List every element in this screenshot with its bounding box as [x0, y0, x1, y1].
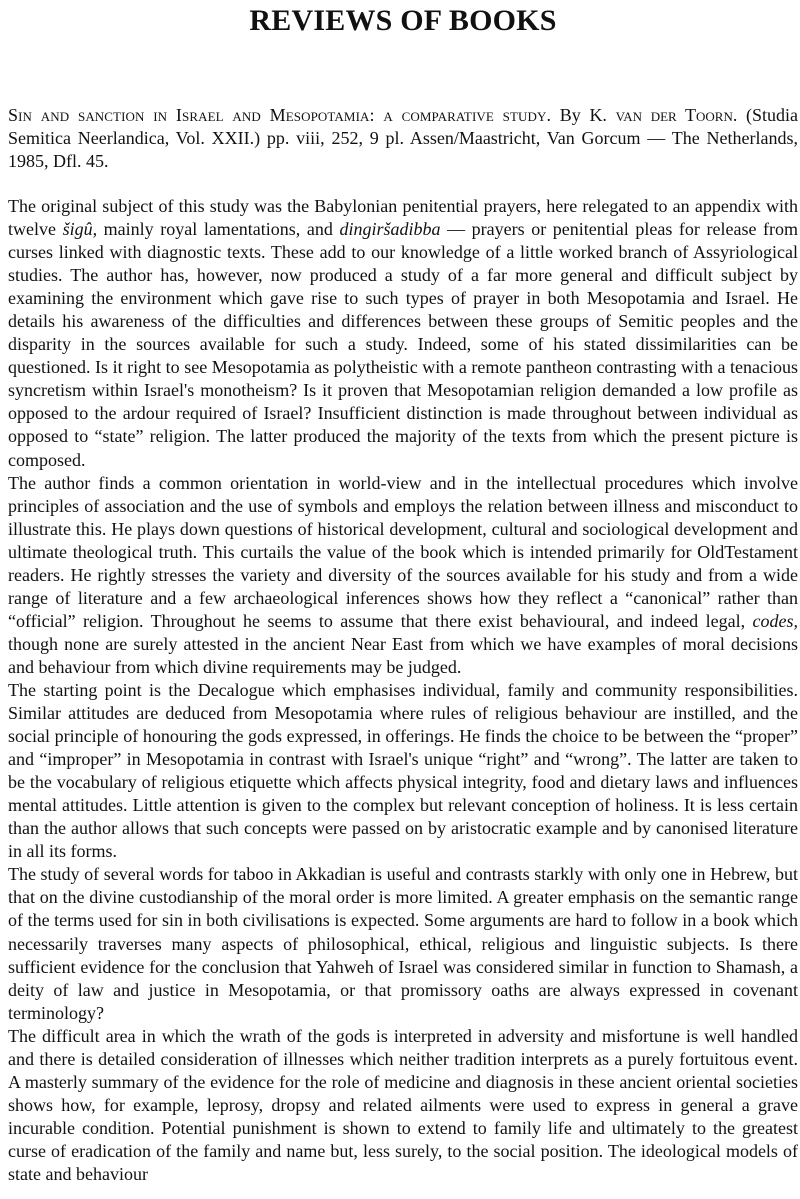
review-paragraph-1: [8, 195, 798, 472]
review-paragraph-3: [8, 679, 798, 863]
journal-page: [8, 0, 798, 1186]
paragraph-text: The difficult area in which the wrath of the gods is interpreted in adversity and misfortune is well handled and there is detailed consideration of illnesses which neither tradition interprets as a purely fortuitous event. A masterly summary of the evidence for the role of medicine and diagnosis in these ancient oriental societies shows how, for example, leprosy, dropsy and related ailments were used to express in general a grave incurable condition. Potential punishment is shown to extend to family life and ultimately to the greatest curse of eradication of the family and name but, less surely, to the social position. The ideological models of state and behaviour: [8, 1025, 798, 1184]
paragraph-text: though none are surely attested in the ancient Near East from which we have examples of moral decisions and behaviour from which divine requirements may be judged.: [8, 633, 798, 677]
paragraph-text: The author finds a common orientation in world-view and in the intellectual procedures which involve principles of association and the use of symbols and employs the relation between illness and misconduct to illustrate this. He plays down questions of historical development, cultural and sociological development and ultimate theological truth. This curtails the value of the book which is intended primarily for OldTestament readers. He rightly stresses the variety and diversity of the sources available for his study and from a wide range of literature and a few archaeological inferences shows how they reflect a “canonical” rather than “official” religion. Throughout he seems to assume that there exist behavioural, and indeed legal,: [8, 472, 798, 631]
review-body: [8, 195, 798, 1186]
book-title: Sin and sanction in Israel and Mesopotamia: a comparative study.: [8, 105, 552, 125]
paragraph-text: — prayers or penitential pleas for release from curses linked with diagnostic texts. These add to our knowledge of a little worked branch of Assyriological studies. The author has, however, now produced a study of a far more general and difficult subject by examining the environment which gave rise to such types of prayer in both Mesopotamia and Israel. He details his awareness of the difficulties and differences between these groups of Semitic peoples and the disparity in the sources available for such a study. Indeed, some of his stated dissimilarities can be questioned. Is it right to see Mesopotamia as polytheistic with a remote pantheon contrasting with a tenacious syncretism within Israel's monotheism? Is it proven that Mesopotamian religion demanded a low profile as opposed to the ardour required of Israel? Insufficient distinction is made throughout between individual as opposed to “state” religion. The latter produced the majority of the texts from which the present picture is composed.: [8, 219, 799, 470]
italic-term: codes,: [752, 610, 798, 631]
book-citation: [8, 104, 798, 173]
paragraph-text: mainly royal lamentations, and: [97, 219, 340, 240]
paragraph-text: The study of several words for taboo in Akkadian is useful and contrasts starkly with only one in Hebrew, but that on the divine custodianship of the moral order is more limited. A greater emphasis on the semantic range of the terms used for sin in both civilisations is expected. Some arguments are hard to follow in a book which necessarily traverses many aspects of philosophical, ethical, religious and linguistic subjects. Is there sufficient evidence for the conclusion that Yahweh of Israel was considered similar in function to Shamash, a deity of law and justice in Mesopotamia, or that promissory oaths are always expressed in covenant terminology?: [8, 864, 798, 1023]
paragraph-text: The original subject of this study was the Babylonian penitential prayers, here relegated to an appendix with twelve: [8, 196, 798, 240]
book-author: K. van der Toorn.: [589, 105, 738, 125]
review-paragraph-4: [8, 863, 798, 1024]
publication-details: (Studia Semitica Neerlandica, Vol. XXII.) pp. viii, 252, 9 pl. Assen/Maastricht, Van Gorcum — The Netherlands, 1985, Dfl. 45.: [8, 105, 799, 171]
page-heading: REVIEWS OF BOOKS: [249, 4, 557, 37]
paragraph-text: The starting point is the Decalogue which emphasises individual, family and community responsibilities. Similar attitudes are deduced from Mesopotamia where rules of religious behaviour are instilled, and the social principle of honouring the gods expressed, in offerings. He finds the choice to be between the “proper” and “improper” in Mesopotamia in contrast with Israel's unique “right” and “wrong”. The latter are taken to be the vocabulary of religious etiquette which affects physical integrity, food and dietary laws and influences mental attitudes. Little attention is given to the complex but relevant conception of holiness. It is less certain than the author allows that such concepts were passed on by aristocratic example and by canonised literature in all its forms.: [8, 679, 798, 862]
italic-term: šigû,: [62, 219, 98, 240]
by-label: By: [559, 105, 581, 125]
review-paragraph-5: [8, 1025, 798, 1186]
review-paragraph-2: [8, 472, 798, 679]
italic-term: dingiršadibba: [339, 219, 441, 240]
